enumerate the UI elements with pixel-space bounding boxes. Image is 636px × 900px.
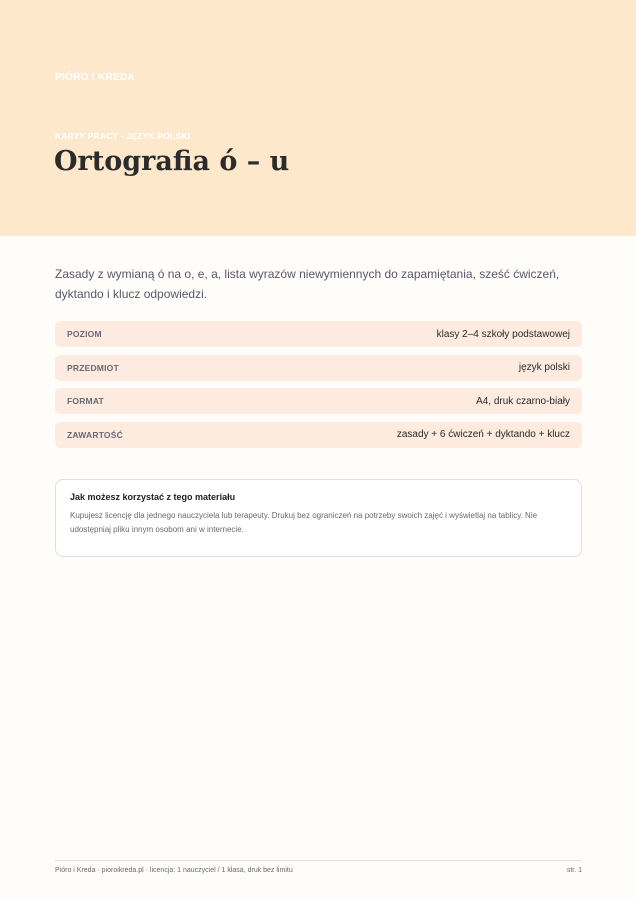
page-title: Ortografia ó – u	[54, 146, 290, 177]
meta-row-contents	[55, 422, 582, 448]
footer-info: Pióro i Kreda · pioroikreda.pl · licencja: 1 nauczyciel / 1 klasa, druk bez limitu	[55, 867, 293, 874]
page-footer	[55, 860, 582, 874]
meta-label: FORMAT	[67, 396, 104, 406]
meta-value: klasy 2–4 szkoły podstawowej	[436, 328, 570, 340]
intro-description: Zasady z wymianą ó na o, e, a, lista wyrazów niewymiennych do zapamiętania, sześć ćwiczeń, dyktando i klucz odpowiedzi.	[55, 267, 560, 301]
meta-row-format	[55, 388, 582, 414]
category-eyebrow: KARTY PRACY · JĘZYK POLSKI	[55, 131, 191, 141]
meta-value: język polski	[518, 362, 570, 373]
license-title: Jak możesz korzystać z tego materiału	[70, 492, 236, 502]
license-card	[55, 479, 582, 557]
license-text: Kupujesz licencję dla jednego nauczyciela lub terapeuty. Drukuj bez ograniczeń na potrzeby swoich zajęć i wyświetlaj na tablicy. Nie udostępniaj pliku innym osobom ani w internecie.	[70, 511, 538, 534]
meta-table	[55, 321, 582, 455]
page-number: str. 1	[566, 867, 582, 874]
meta-value: A4, druk czarno-biały	[476, 395, 570, 407]
meta-label: ZAWARTOŚĆ	[67, 429, 123, 440]
meta-row-subject	[55, 355, 582, 381]
meta-value: zasady + 6 ćwiczeń + dyktando + klucz	[396, 429, 570, 440]
meta-label: PRZEDMIOT	[67, 362, 119, 373]
hero-banner	[0, 0, 636, 236]
brand-name: PIÓRO I KREDA	[55, 72, 136, 83]
meta-row-level	[55, 321, 582, 347]
meta-label: POZIOM	[67, 329, 102, 339]
